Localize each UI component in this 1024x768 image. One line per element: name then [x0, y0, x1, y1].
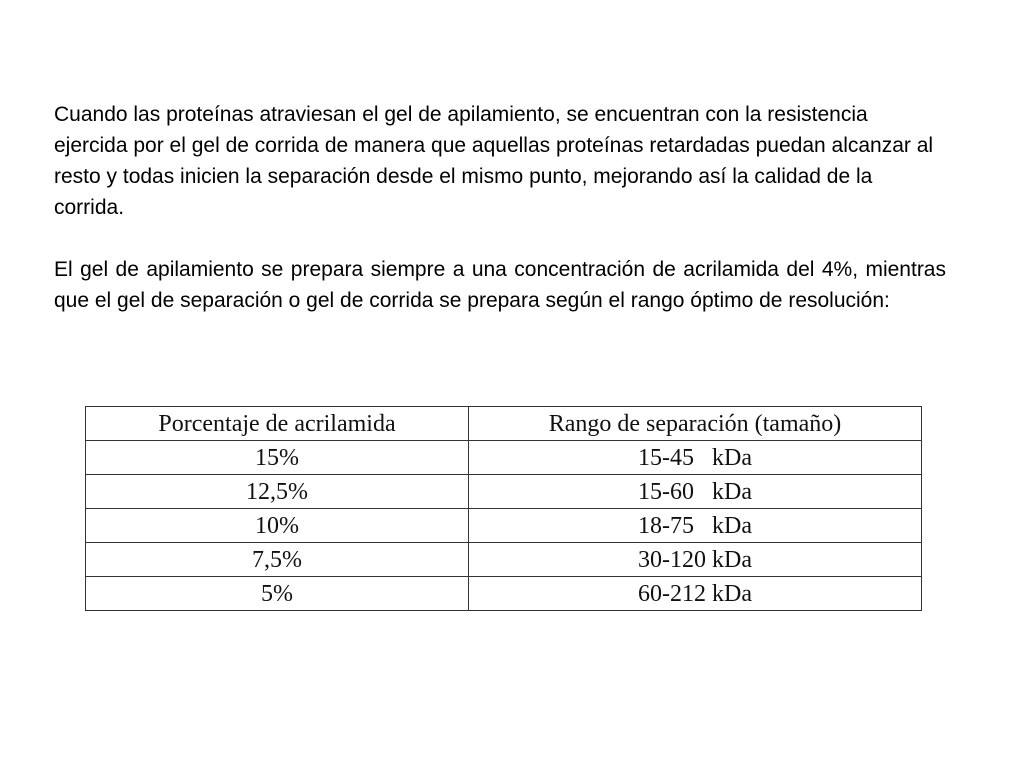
table-header-row	[86, 407, 922, 441]
table-row	[86, 577, 922, 611]
table-row	[86, 475, 922, 509]
table-row	[86, 509, 922, 543]
acrylamide-percentage-cell: 12,5%	[86, 475, 469, 509]
table-row	[86, 543, 922, 577]
acrylamide-percentage-cell: 10%	[86, 509, 469, 543]
paragraph-gel-concentration: El gel de apilamiento se prepara siempre a una concentración de acrilamida del 4%, mientras que el gel de separación o gel de corrida se prepara según el rango óptimo de resolución:	[54, 258, 946, 312]
acrylamide-percentage-cell: 15%	[86, 441, 469, 475]
separation-range-cell: 60-212 kDa	[469, 577, 922, 611]
acrylamide-separation-table	[85, 406, 922, 611]
header-separation-range: Rango de separación (tamaño)	[469, 407, 922, 441]
header-acrylamide-percentage: Porcentaje de acrilamida	[86, 407, 469, 441]
separation-range-cell: 15-60 kDa	[469, 475, 922, 509]
table-row	[86, 441, 922, 475]
acrylamide-percentage-cell: 5%	[86, 577, 469, 611]
separation-range-cell: 30-120 kDa	[469, 543, 922, 577]
separation-range-cell: 15-45 kDa	[469, 441, 922, 475]
acrylamide-table-container	[85, 406, 921, 611]
paragraph-stacking-gel-description: Cuando las proteínas atraviesan el gel de apilamiento, se encuentran con la resistencia ejercida por el gel de corrida de manera que aquellas proteínas retardadas puedan alcanzar al resto y todas inicien la separación desde el mismo punto, mejorando así la calidad de la corrida.	[54, 103, 934, 219]
acrylamide-percentage-cell: 7,5%	[86, 543, 469, 577]
separation-range-cell: 18-75 kDa	[469, 509, 922, 543]
